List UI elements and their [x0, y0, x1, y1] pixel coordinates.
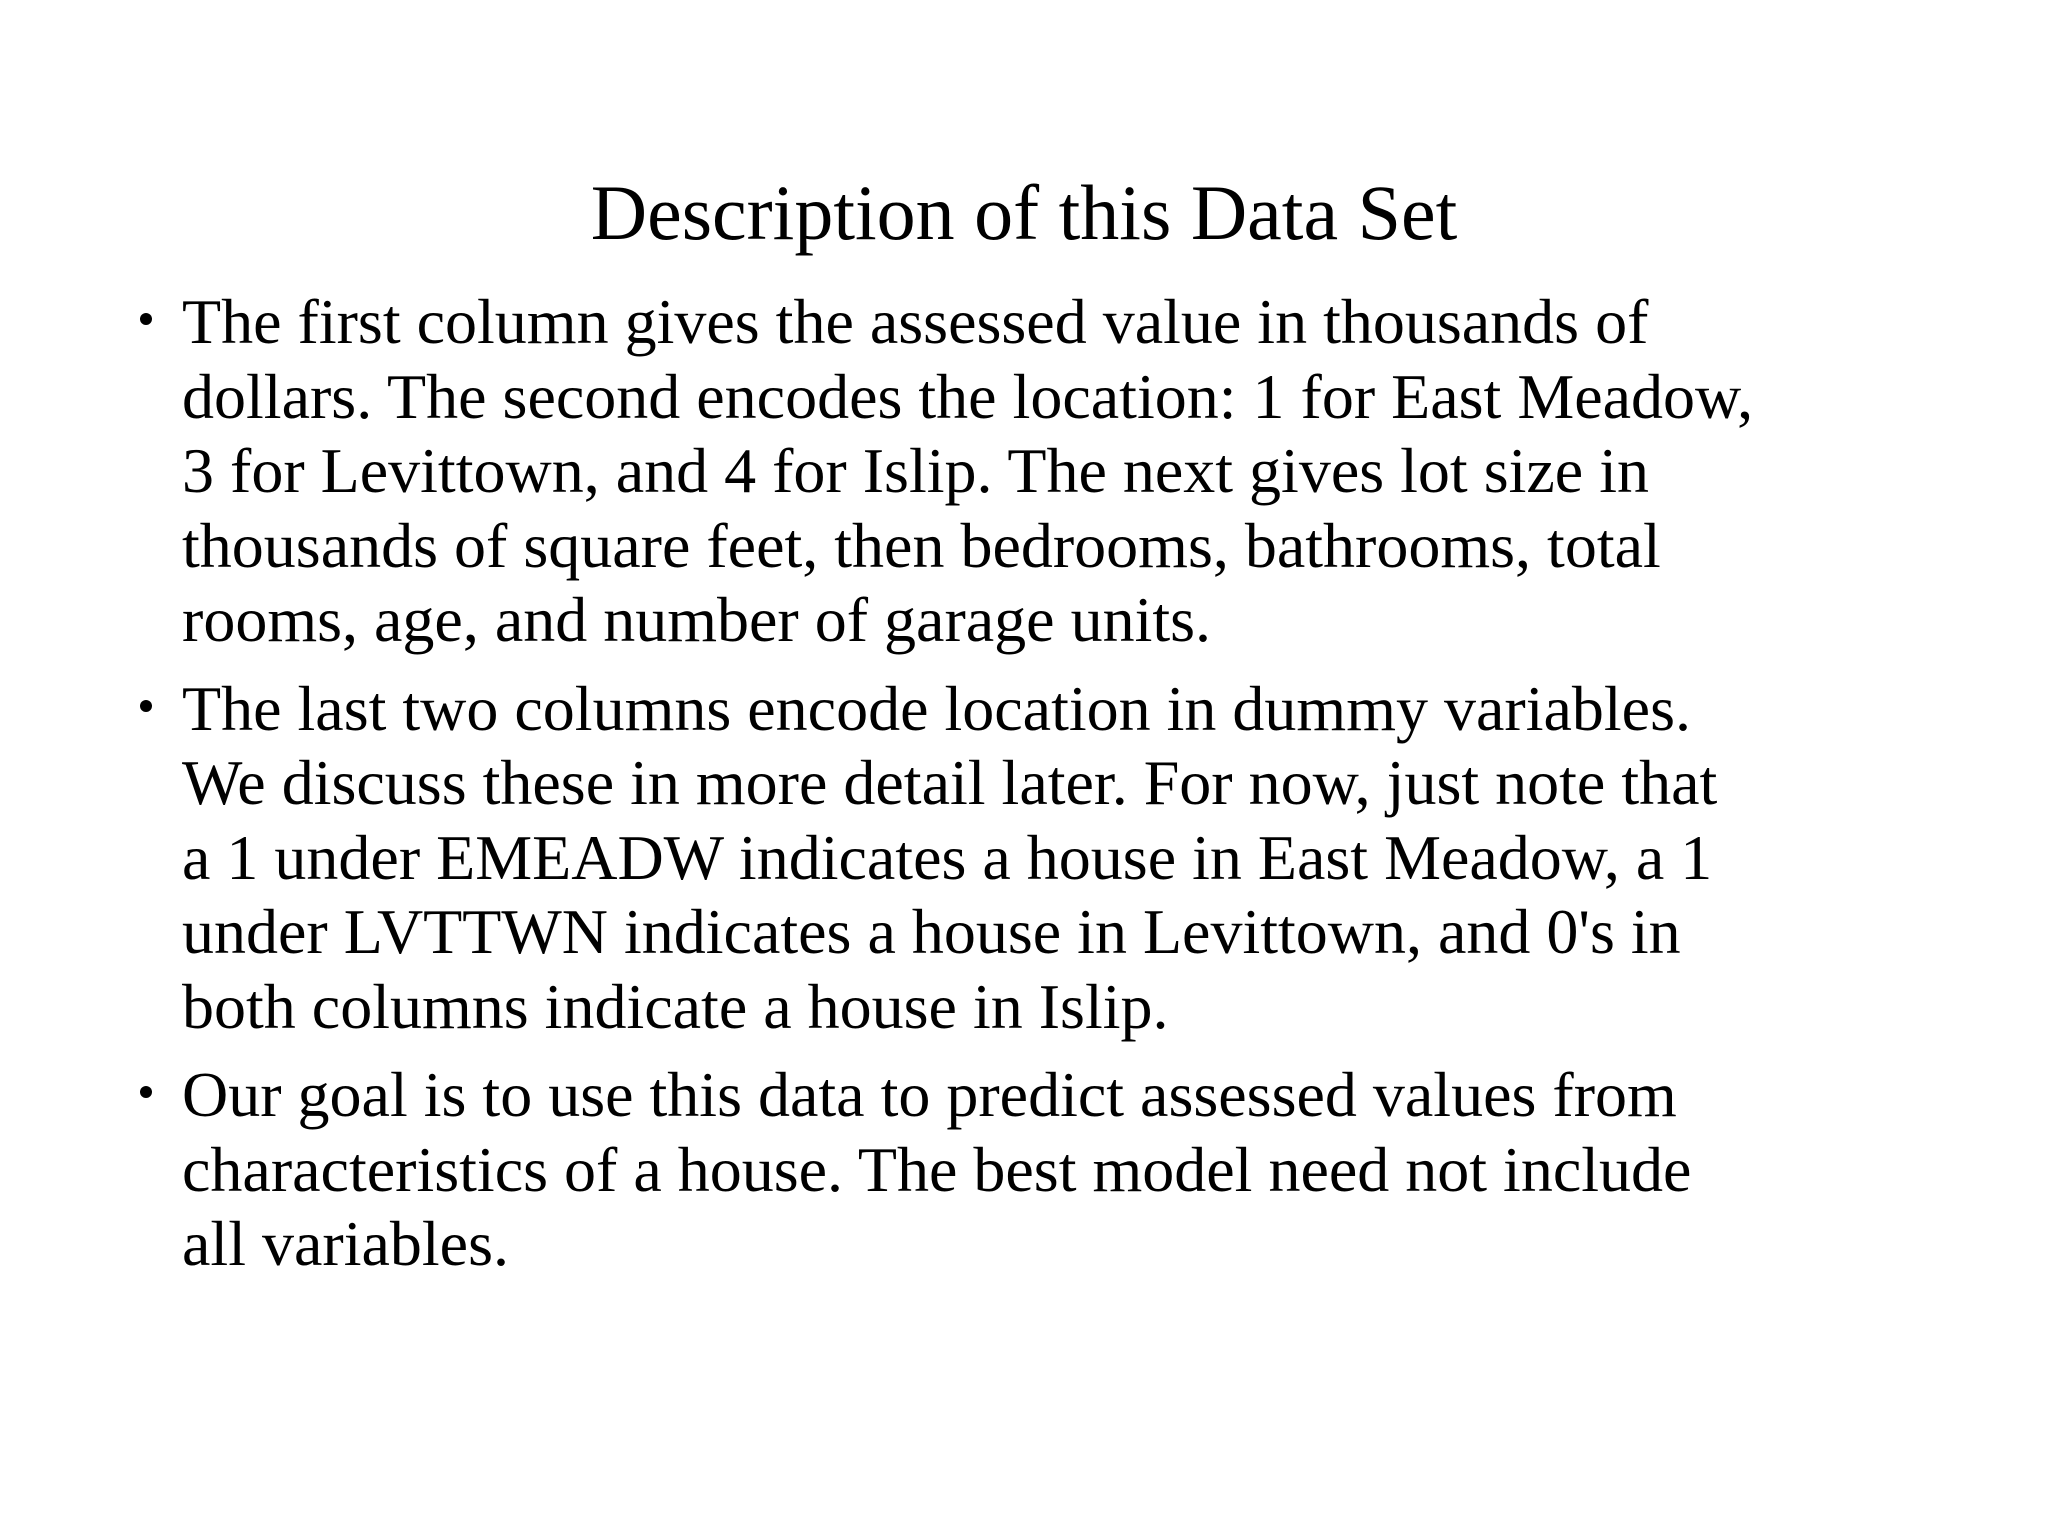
- bullet-text-line: both columns indicate a house in Islip.: [182, 970, 1169, 1042]
- bullet-text-line: The first column gives the assessed value in thousands of: [182, 286, 1649, 357]
- bullet-icon: [140, 700, 152, 712]
- bullet-text-line: a 1 under EMEADW indicates a house in East Meadow, a 1: [182, 821, 1713, 893]
- bullet-text-line: dollars. The second encodes the location: 1 for East Meadow,: [182, 360, 1754, 432]
- bullet-text-line: all variables.: [182, 1208, 509, 1279]
- bullet-text-line: 3 for Levittown, and 4 for Islip. The next gives lot size in: [182, 435, 1649, 506]
- bullet-icon: [140, 1086, 152, 1098]
- bullet-list: [140, 285, 1940, 1296]
- bullet-item: [140, 672, 2002, 1045]
- bullet-text-line: rooms, age, and number of garage units.: [182, 584, 1212, 655]
- bullet-text-line: thousands of square feet, then bedrooms, bathrooms, total: [182, 509, 1661, 581]
- slide-title: Description of this Data Set: [590, 169, 1458, 256]
- bullet-text-line: characteristics of a house. The best model need not include: [182, 1133, 1692, 1205]
- bullet-text-line: The last two columns encode location in dummy variables.: [182, 672, 1691, 744]
- bullet-text-line: under LVTTWN indicates a house in Levittown, and 0's in: [182, 896, 1681, 967]
- bullet-text-line: We discuss these in more detail later. For now, just note that: [182, 747, 1718, 818]
- bullet-text-line: Our goal is to use this data to predict assessed values from: [182, 1059, 1677, 1130]
- bullet-item: [140, 1058, 2002, 1282]
- bullet-item: [140, 285, 2002, 658]
- bullet-icon: [140, 313, 152, 325]
